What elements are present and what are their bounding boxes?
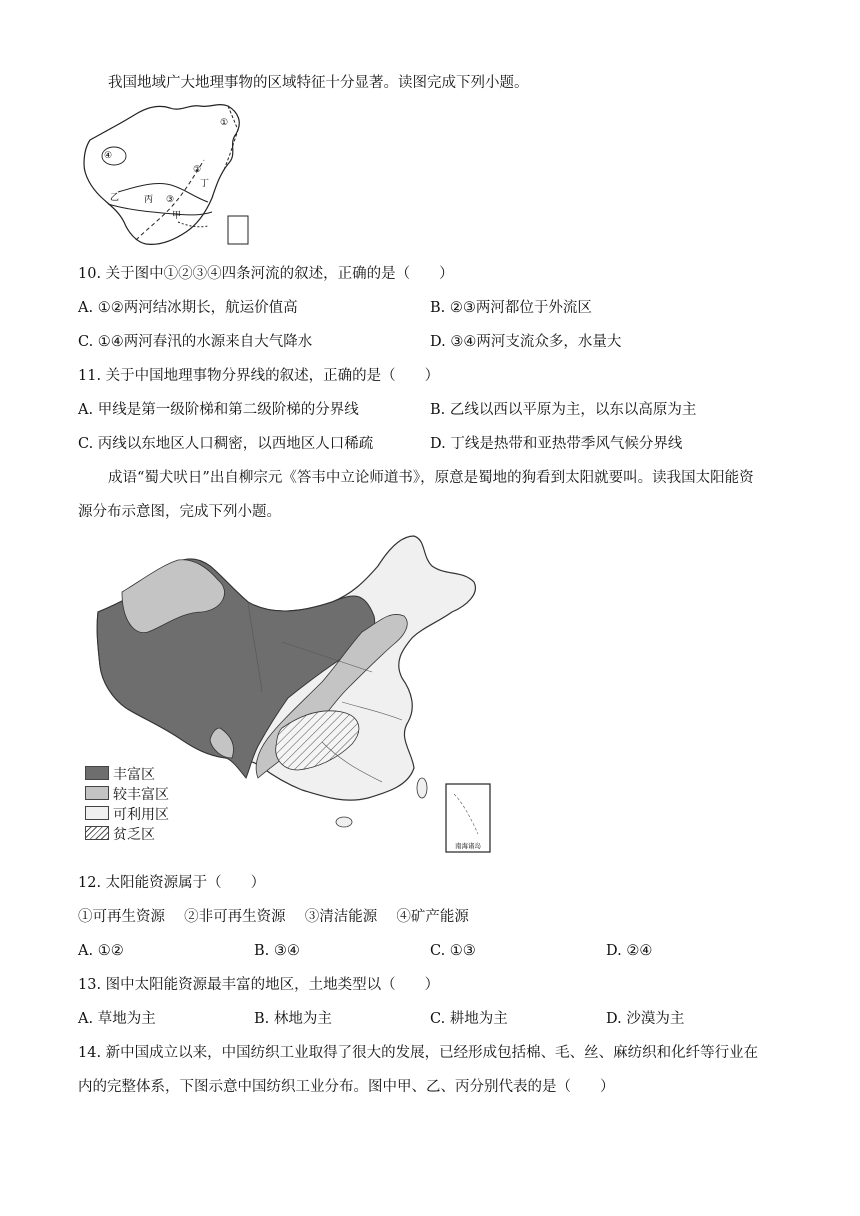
question-12-items: ①可再生资源 ②非可再生资源 ③清洁能源 ④矿产能源 [78,909,469,925]
question-12-option-d[interactable]: D. ②④ [606,943,653,959]
intro-paragraph-2-line-2: 源分布示意图，完成下列小题。 [78,504,281,520]
china-rivers-map [78,100,253,255]
question-13-stem: 13. 图中太阳能资源最丰富的地区，土地类型以（ ） [78,977,440,993]
label-ding: 丁 [200,179,210,189]
question-13-option-c[interactable]: C. 耕地为主 [430,1011,508,1027]
label-circle-1: ① [220,118,229,128]
question-11-option-d[interactable]: D. 丁线是热带和亚热带季风气候分界线 [430,436,683,452]
intro-paragraph-1: 我国地域广大地理事物的区域特征十分显著。读图完成下列小题。 [108,75,529,91]
label-bing: 丙 [144,195,154,205]
question-12-option-b[interactable]: B. ③④ [254,943,300,959]
label-circle-2: ② [193,165,202,175]
question-12-option-c[interactable]: C. ①③ [430,943,476,959]
question-11-stem: 11. 关于中国地理事物分界线的叙述，正确的是（ ） [78,368,440,384]
label-jia: 甲 [172,211,182,221]
label-yi: 乙 [110,193,120,203]
question-12-option-a[interactable]: A. ①② [78,943,124,959]
legend-poor: 贫乏区 [85,826,155,842]
question-14-line-1: 14. 新中国成立以来，中国纺织工业取得了很大的发展，已经形成包括棉、毛、丝、麻纺织和化纤等行业在 [78,1045,759,1061]
legend-swatch-rich [85,766,109,780]
question-10-option-c[interactable]: C. ①④两河春汛的水源来自大气降水 [78,334,313,350]
legend-swatch-poor [85,826,109,840]
question-13-option-d[interactable]: D. 沙漠为主 [606,1011,685,1027]
question-14-line-2: 内的完整体系，下图示意中国纺织工业分布。图中甲、乙、丙分别代表的是（ ） [78,1079,615,1095]
legend-swatch-usable [85,806,109,820]
question-10-option-a[interactable]: A. ①②两河结冰期长，航运价值高 [78,300,298,316]
legend-rich: 丰富区 [85,766,155,782]
question-10-option-d[interactable]: D. ③④两河支流众多，水量大 [430,334,622,350]
question-12-stem: 12. 太阳能资源属于（ ） [78,875,266,891]
question-11-option-a[interactable]: A. 甲线是第一级阶梯和第二级阶梯的分界线 [78,402,359,418]
question-13-option-a[interactable]: A. 草地为主 [78,1011,156,1027]
inset-label: 南海诸岛 [455,842,481,850]
label-circle-3: ③ [166,195,175,205]
question-10-stem: 10. 关于图中①②③④四条河流的叙述，正确的是（ ） [78,266,454,282]
intro-paragraph-2-line-1: 成语“蜀犬吠日”出自柳宗元《答韦中立论师道书》，原意是蜀地的狗看到太阳就要叫。读我国太阳能资 [108,470,754,486]
question-11-option-c[interactable]: C. 丙线以东地区人口稠密，以西地区人口稀疏 [78,436,374,452]
question-13-option-b[interactable]: B. 林地为主 [254,1011,332,1027]
question-10-option-b[interactable]: B. ②③两河都位于外流区 [430,300,592,316]
question-11-option-b[interactable]: B. 乙线以西以平原为主，以东以高原为主 [430,402,697,418]
label-circle-4: ④ [104,151,113,161]
legend-fairly-rich: 较丰富区 [85,786,169,802]
legend-usable: 可利用区 [85,806,169,822]
map-legend [85,766,195,842]
legend-swatch-fairly-rich [85,786,109,800]
